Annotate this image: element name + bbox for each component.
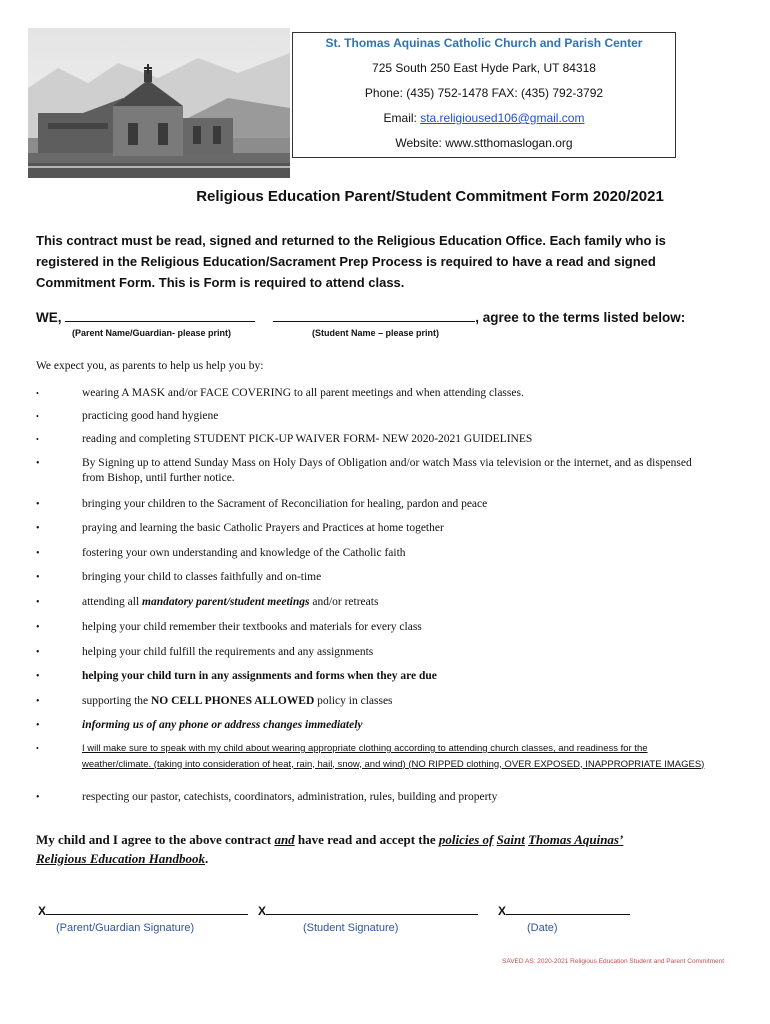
parent-signature-field[interactable]: X [38, 902, 248, 918]
student-name-field[interactable] [273, 309, 475, 322]
saved-as-footer: SAVED AS: 2020-2021 Religious Education Student and Parent Commitment [502, 958, 725, 965]
parent-name-caption: (Parent Name/Guardian- please print) [72, 328, 232, 338]
parent-name-field[interactable] [65, 309, 255, 322]
we-prefix: WE, [36, 310, 66, 325]
date-label: (Date) [527, 922, 558, 934]
email-link[interactable]: sta.religioused106@gmail.com [420, 111, 585, 125]
we-suffix: , agree to the terms listed below: [475, 310, 686, 325]
agreement-statement: My child and I agree to the above contract and have read and accept the policies of Saint Thomas Aquinas’ Religious Education Handbook. [36, 832, 624, 866]
church-photo [28, 28, 290, 178]
website-line: Website: www.stthomaslogan.org [395, 136, 573, 150]
church-address: 725 South 250 East Hyde Park, UT 84318 [372, 61, 596, 75]
student-signature-field[interactable]: X [258, 902, 478, 918]
expectation-intro: We expect you, as parents to help us help you by: [36, 360, 264, 372]
parent-signature-label: (Parent/Guardian Signature) [56, 922, 195, 934]
email-line [293, 106, 675, 131]
form-title: Religious Education Parent/Student Commitment Form 2020/2021 [196, 188, 664, 205]
student-name-caption: (Student Name – please print) [312, 328, 440, 338]
intro-paragraph: This contract must be read, signed and returned to the Religious Education Office. Each family who is registered in the Religious Education/Sacrament Prep Process is required to have a read and signed Commitment Form. This is Form is required to attend class. [36, 233, 666, 290]
student-signature-label: (Student Signature) [303, 922, 399, 934]
contact-box [292, 32, 676, 158]
email-label: Email: [383, 111, 421, 125]
date-field[interactable]: X [498, 902, 630, 918]
church-name: St. Thomas Aquinas Catholic Church and Parish Center [325, 36, 643, 50]
phone-fax: Phone: (435) 752-1478 FAX: (435) 792-3792 [364, 86, 604, 100]
we-line [36, 309, 736, 325]
